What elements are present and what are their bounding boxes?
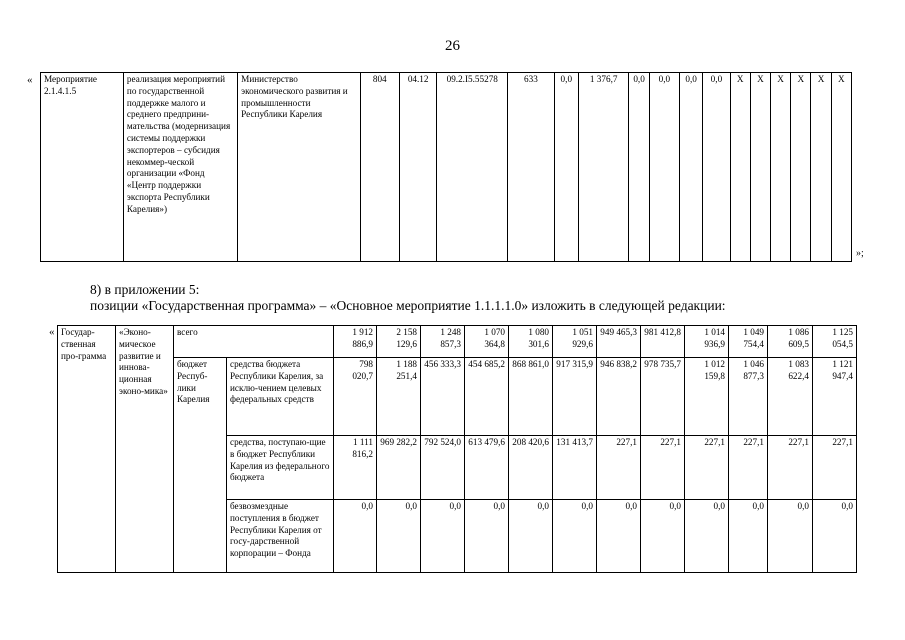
value-cell: 946 838,2 — [597, 358, 641, 436]
value-cell: 1 125 054,5 — [813, 326, 857, 358]
value-cell: 1 248 857,3 — [421, 326, 465, 358]
value-cell: 978 735,7 — [641, 358, 685, 436]
code-cell: 04.12 — [399, 73, 436, 262]
value-cell: 0,0 — [813, 500, 857, 573]
value-cell: 227,1 — [813, 436, 857, 500]
value-cell: 0,0 — [334, 500, 377, 573]
value-cell: 969 282,2 — [377, 436, 421, 500]
table-row — [41, 73, 852, 262]
budget-group: бюджет Респуб-лики Карелия — [174, 358, 227, 573]
value-cell: 0,0 — [685, 500, 729, 573]
value-cell: 0,0 — [465, 500, 509, 573]
value-cell: 613 479,6 — [465, 436, 509, 500]
value-cell: 0,0 — [509, 500, 553, 573]
value-cell: 1 083 622,4 — [768, 358, 813, 436]
section-title: 8) в приложении 5: — [90, 282, 200, 297]
row-label: всего — [174, 326, 334, 358]
value-cell: 1 014 936,9 — [685, 326, 729, 358]
value-cell: 1 012 159,8 — [685, 358, 729, 436]
value-cell: 0,0 — [554, 73, 578, 262]
value-cell: X — [771, 73, 791, 262]
value-cell: X — [831, 73, 851, 262]
value-cell: 1 049 754,4 — [729, 326, 768, 358]
code-cell: 09.2.I5.55278 — [437, 73, 508, 262]
value-cell: 0,0 — [768, 500, 813, 573]
value-cell: 949 465,3 — [597, 326, 641, 358]
program-type: Государ-ственная про-грамма — [58, 326, 116, 573]
value-cell: 227,1 — [641, 436, 685, 500]
value-cell: 1 046 877,3 — [729, 358, 768, 436]
value-cell: 454 685,2 — [465, 358, 509, 436]
table-row — [58, 358, 857, 436]
value-cell: 792 524,0 — [421, 436, 465, 500]
measure-executor: Министерство экономического развития и промышленности Республики Карелия — [238, 73, 360, 262]
value-cell: 1 188 251,4 — [377, 358, 421, 436]
row-label: средства бюджета Республики Карелия, за исклю-чением целевых федеральных средств — [227, 358, 334, 436]
funding-table — [57, 325, 857, 573]
value-cell: 227,1 — [729, 436, 768, 500]
value-cell: 208 420,6 — [509, 436, 553, 500]
measure-table — [40, 72, 852, 262]
value-cell: 1 912 886,9 — [334, 326, 377, 358]
value-cell: 227,1 — [768, 436, 813, 500]
measure-id: Мероприятие 2.1.4.1.5 — [41, 73, 124, 262]
value-cell: 0,0 — [421, 500, 465, 573]
value-cell: 1 086 609,5 — [768, 326, 813, 358]
value-cell: 227,1 — [685, 436, 729, 500]
value-cell: 1 376,7 — [578, 73, 629, 262]
value-cell: X — [811, 73, 831, 262]
value-cell: 0,0 — [553, 500, 597, 573]
open-quote-2: « — [49, 326, 55, 338]
value-cell: 1 111 816,2 — [334, 436, 377, 500]
open-quote-1: « — [27, 74, 33, 86]
value-cell: 2 158 129,6 — [377, 326, 421, 358]
value-cell: 1 051 929,6 — [553, 326, 597, 358]
row-label: средства, поступаю-щие в бюджет Республики Карелия из федерального бюджета — [227, 436, 334, 500]
close-quote-1: »; — [856, 248, 864, 259]
page-number: 26 — [445, 38, 460, 54]
value-cell: X — [730, 73, 750, 262]
value-cell: 0,0 — [680, 73, 703, 262]
measure-name: реализация мероприятий по государственной поддержке малого и среднего предприни-мательства (модернизация системы поддержки экспортеров – субсидия некоммер-ческой организации «Фонд «Центр поддержки экспорта Республики Карелия») — [123, 73, 237, 262]
value-cell: X — [750, 73, 770, 262]
value-cell: 0,0 — [597, 500, 641, 573]
value-cell: 0,0 — [641, 500, 685, 573]
value-cell: 1 121 947,4 — [813, 358, 857, 436]
value-cell: 981 412,8 — [641, 326, 685, 358]
value-cell: 868 861,0 — [509, 358, 553, 436]
value-cell: 917 315,9 — [553, 358, 597, 436]
row-label: безвозмездные поступления в бюджет Республики Карелия от госу-дарственной корпорации – Фонда — [227, 500, 334, 573]
value-cell: 0,0 — [629, 73, 649, 262]
value-cell: 456 333,3 — [421, 358, 465, 436]
section-text: позиции «Государственная программа» – «Основное мероприятие 1.1.1.1.0» изложить в следующей редакции: — [90, 298, 726, 313]
value-cell: 0,0 — [649, 73, 679, 262]
value-cell: X — [791, 73, 811, 262]
value-cell: 0,0 — [703, 73, 730, 262]
value-cell: 131 413,7 — [553, 436, 597, 500]
value-cell: 0,0 — [729, 500, 768, 573]
value-cell: 1 070 364,8 — [465, 326, 509, 358]
code-cell: 633 — [508, 73, 555, 262]
value-cell: 1 080 301,6 — [509, 326, 553, 358]
value-cell: 798 020,7 — [334, 358, 377, 436]
code-cell: 804 — [360, 73, 399, 262]
program-name: «Эконо-мическое развитие и иннова-ционная эконо-мика» — [116, 326, 174, 573]
value-cell: 0,0 — [377, 500, 421, 573]
table-row — [58, 326, 857, 358]
value-cell: 227,1 — [597, 436, 641, 500]
